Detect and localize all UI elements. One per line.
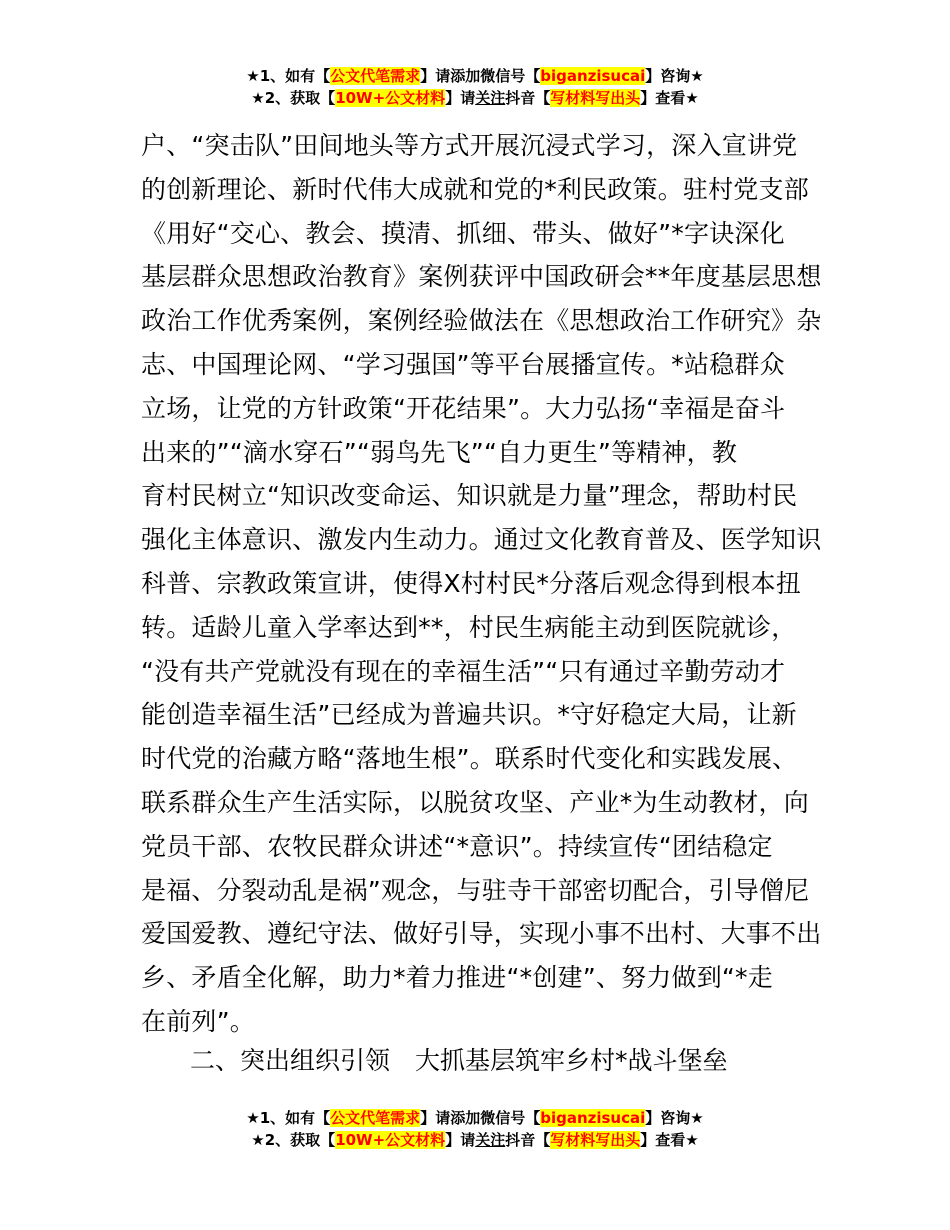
banner-highlight: 10W+公文材料 xyxy=(335,1131,446,1149)
section-heading: 二、突出组织引领 大抓基层筑牢乡村*战斗堡垒 xyxy=(190,1046,728,1075)
paragraph-line: 党员干部、农牧民群众讲述“*意识”。持续宣传“团结稳定 xyxy=(141,831,773,861)
paragraph-line: 育村民树立“知识改变命运、知识就是力量”理念，帮助村民 xyxy=(141,481,798,511)
paragraph-line: 在前列”。 xyxy=(141,1006,255,1036)
banner-line-2 xyxy=(0,87,950,109)
banner-text: 抖音【 xyxy=(505,89,551,107)
paragraph-line: 户、“突击队”田间地头等方式开展沉浸式学习，深入宣讲党 xyxy=(141,131,798,160)
paragraph-line: 出来的”“滴水穿石”“弱鸟先飞”“自力更生”等精神，教 xyxy=(141,437,738,467)
paragraph-line: 转。适龄儿童入学率达到**，村民生病能主动到医院就诊， xyxy=(141,612,797,642)
banner-highlight: 10W+公文材料 xyxy=(335,89,446,107)
paragraph-line: 联系群众生产生活实际，以脱贫攻坚、产业*为生动教材，向 xyxy=(141,787,809,817)
paragraph-line: 《用好“交心、教会、摸清、抓细、带头、做好”*字诀深化 xyxy=(141,218,785,248)
banner-text: 】查看★ xyxy=(640,1131,699,1149)
paragraph-line: 志、中国理论网、“学习强国”等平台展播宣传。*站稳群众 xyxy=(141,349,785,379)
banner-text: 】请 xyxy=(445,89,476,107)
banner-text: 】咨询★ xyxy=(645,67,704,85)
paragraph-line: 强化主体意识、激发内生动力。通过文化教育普及、医学知识 xyxy=(141,525,822,555)
paragraph-line: 时代党的治藏方略“落地生根”。联系时代变化和实践发展、 xyxy=(141,744,798,774)
paragraph-line: 科普、宗教政策宣讲，使得X村村民*分落后观念得到根本扭 xyxy=(141,568,802,598)
paragraph-line: 政治工作优秀案例，案例经验做法在《思想政治工作研究》杂 xyxy=(141,306,822,336)
banner-text: 抖音【 xyxy=(505,1131,551,1149)
banner-highlight: 公文代笔需求 xyxy=(330,67,421,85)
douyin-account-highlight: 写材料写出头 xyxy=(550,1131,641,1149)
paragraph-line: 的创新理论、新时代伟大成就和党的*利民政策。驻村党支部 xyxy=(141,174,809,204)
header-banner xyxy=(0,65,950,109)
footer-banner xyxy=(0,1107,950,1151)
banner-text: ★2、获取【 xyxy=(251,1131,336,1149)
banner-text: 】请 xyxy=(445,1131,476,1149)
paragraph-line: 基层群众思想政治教育》案例获评中国政研会**年度基层思想 xyxy=(141,262,822,292)
paragraph-line: 是福、分裂动乱是祸”观念，与驻寺干部密切配合，引导僧尼 xyxy=(141,875,810,905)
wechat-id-highlight: biganzisucai xyxy=(540,1109,646,1127)
paragraph-line: 爱国爱教、遵纪守法、做好引导，实现小事不出村、大事不出 xyxy=(141,919,822,949)
banner-text: 】查看★ xyxy=(640,89,699,107)
banner-line-1 xyxy=(0,1107,950,1129)
banner-highlight: 公文代笔需求 xyxy=(330,1109,421,1127)
banner-underlined-text: 关注 xyxy=(475,1131,506,1149)
body-paragraph xyxy=(141,124,822,1044)
banner-text: ★1、如有【 xyxy=(246,67,331,85)
banner-underlined-text: 关注 xyxy=(475,89,506,107)
banner-text: 】请添加微信号【 xyxy=(420,1109,541,1127)
banner-text: 】咨询★ xyxy=(645,1109,704,1127)
paragraph-line: 立场，让党的方针政策“开花结果”。大力弘扬“幸福是奋斗 xyxy=(141,393,786,423)
paragraph-line: 能创造幸福生活”已经成为普遍共识。*守好稳定大局，让新 xyxy=(141,700,797,730)
banner-line-1 xyxy=(0,65,950,87)
banner-line-2 xyxy=(0,1129,950,1151)
douyin-account-highlight: 写材料写出头 xyxy=(550,89,641,107)
wechat-id-highlight: biganzisucai xyxy=(540,67,646,85)
paragraph-line: “没有共产党就没有现在的幸福生活”“只有通过辛勤劳动才 xyxy=(141,656,786,686)
banner-text: ★1、如有【 xyxy=(246,1109,331,1127)
banner-text: 】请添加微信号【 xyxy=(420,67,541,85)
paragraph-line: 乡、矛盾全化解，助力*着力推进“*创建”、努力做到“*走 xyxy=(141,963,773,993)
banner-text: ★2、获取【 xyxy=(251,89,336,107)
